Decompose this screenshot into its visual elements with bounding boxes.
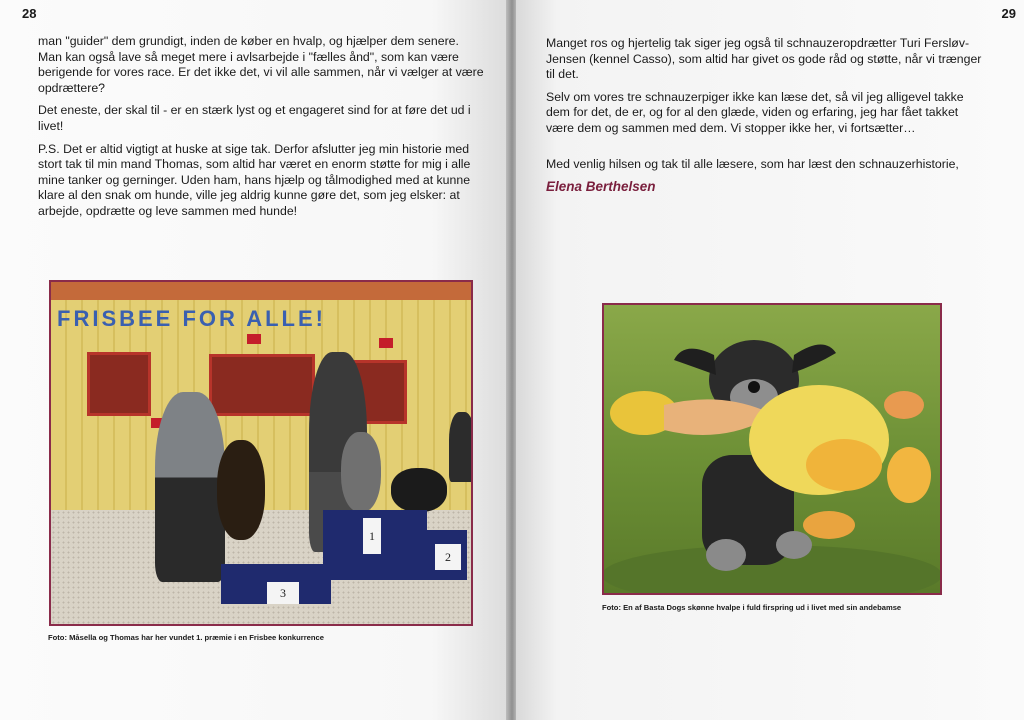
right-body-text	[546, 36, 986, 195]
left-photo-caption: Foto: Måsella og Thomas har her vundet 1. præmie i en Frisbee konkurrence	[48, 633, 324, 642]
black-dog	[391, 468, 447, 512]
paragraph: Det eneste, der skal til - er en stærk lyst og et engageret sind for at føre det ud i livet!	[38, 103, 471, 133]
signature: Elena Berthelsen	[546, 179, 656, 195]
paragraph: Manget ros og hjertelig tak siger jeg også til schnauzeropdrætter Turi Fersløv-Jensen (kennel Casso), som altid har givet os gode råd og støtte, når vi trænger til det.	[546, 36, 982, 82]
puppy-photo	[602, 303, 942, 595]
window	[209, 354, 315, 416]
puppy-with-toy-illustration	[604, 305, 940, 593]
page-number-right: 29	[1001, 6, 1016, 21]
spectator	[449, 412, 473, 482]
schnauzer-dog	[341, 432, 381, 512]
german-shepherd-dog	[217, 440, 265, 540]
paragraph: Selv om vores tre schnauzerpiger ikke kan læse det, så vil jeg alligevel takke dem for det, de er, og for al den glæde, viden og erfaring, jeg har fået takket være dem og sammen med dem. Vi stopper ikke her, vi fortsætter…	[546, 89, 964, 135]
paragraph: P.S. Det er altid vigtigt at huske at sige tak. Derfor afslutter jeg min historie med stort tak til min mand Thomas, som altid har været en enorm støtte for mig i alle mine tanker og gerninger. Uden ham, hans hjælp og tålmodighed med at kunne klare al den snak om hunde, ville jeg aldrig kunne gøre det, som jeg elsker: at arbejde, opdrætte og leve sammen med hunde!	[38, 141, 471, 218]
left-body-text	[38, 34, 484, 227]
danish-flag-icon	[247, 334, 261, 344]
left-page	[0, 0, 508, 720]
right-photo-caption: Foto: En af Basta Dogs skønne hvalpe i fuld firspring ud i livet med sin andebamse	[602, 603, 902, 612]
roof	[51, 282, 471, 300]
paragraph: man "guider" dem grundigt, inden de køber en hvalp, og hjælper dem senere. Man kan også lave så meget mere i avlsarbejde i "fælles ånd", som kan være berigende for vores race. Er det ikke det, vi vil alle sammen, når vi vælger at være opdrættere?	[38, 34, 484, 95]
paragraph: Med venlig hilsen og tak til alle læsere, som har læst den schnauzerhistorie,	[546, 156, 959, 171]
podium-number-2: 2	[435, 544, 461, 570]
podium-number-1: 1	[363, 518, 381, 554]
danish-flag-icon	[379, 338, 393, 348]
frisbee-award-photo	[49, 280, 473, 626]
frisbee-banner: FRISBEE FOR ALLE!	[57, 306, 326, 331]
podium-number-3: 3	[267, 582, 299, 604]
woman-kneeling	[155, 392, 225, 582]
window	[87, 352, 151, 416]
page-number-left: 28	[22, 6, 37, 21]
